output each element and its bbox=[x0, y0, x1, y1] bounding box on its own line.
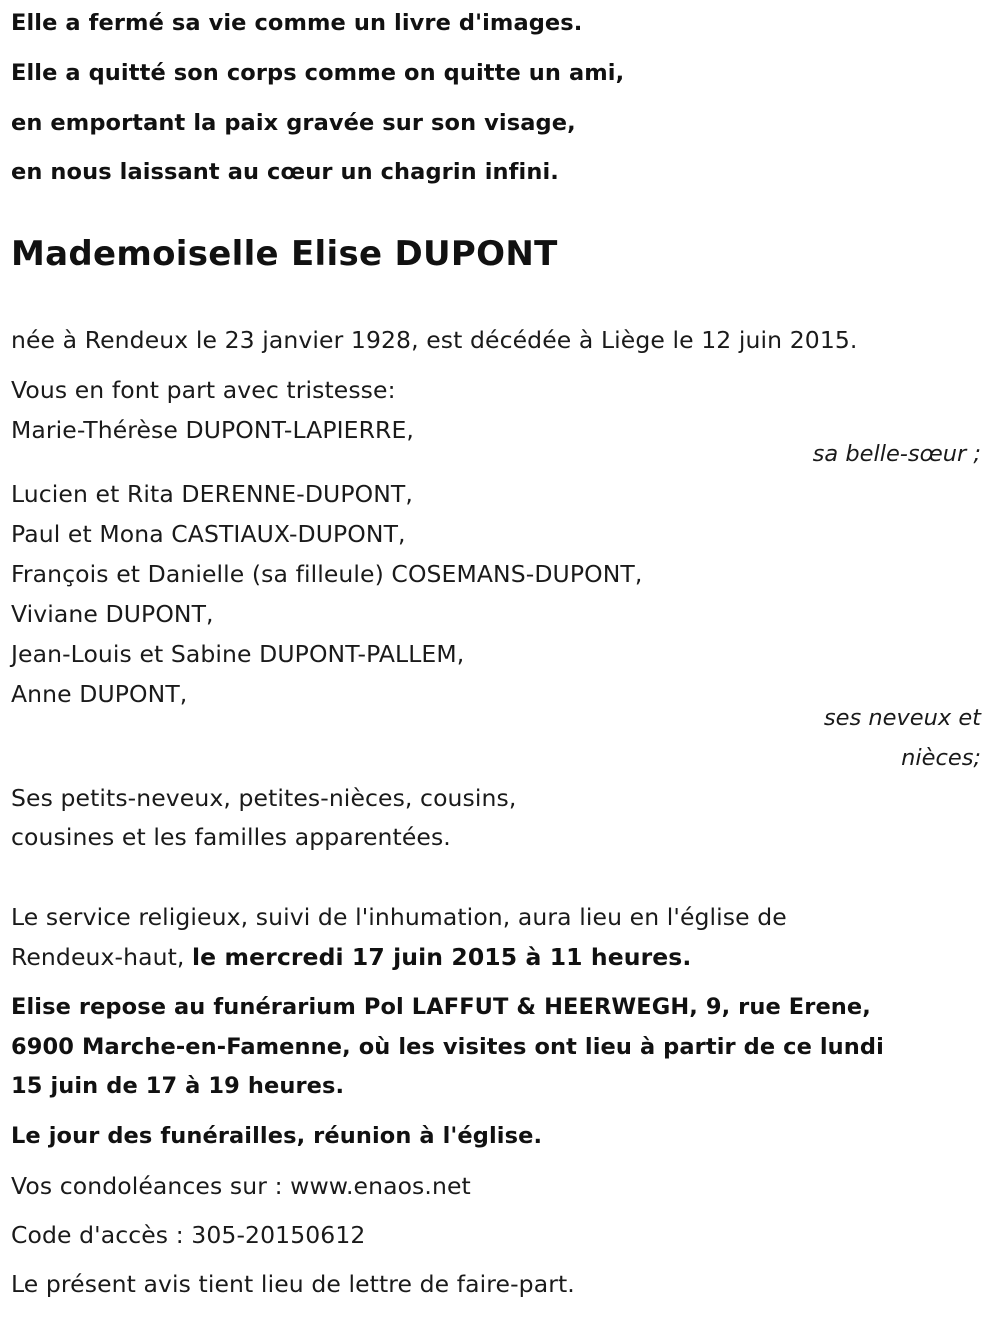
gathering-line: Le jour des funérailles, réunion à l'église. bbox=[11, 1123, 543, 1149]
announcement-intro: Vous en font part avec tristesse: bbox=[11, 376, 396, 404]
visitation-line-1: Elise repose au funérarium Pol LAFFUT & HEERWEGH, 9, rue Erene, bbox=[11, 994, 871, 1020]
poem-line-2: Elle a quitté son corps comme on quitte un ami, bbox=[11, 60, 625, 86]
birth-death-line: née à Rendeux le 23 janvier 1928, est décédée à Liège le 12 juin 2015. bbox=[11, 326, 858, 354]
service-line-2 bbox=[11, 943, 691, 971]
poem-line-4: en nous laissant au cœur un chagrin infini. bbox=[11, 159, 559, 185]
service-line-1: Le service religieux, suivi de l'inhumation, aura lieu en l'église de bbox=[11, 903, 787, 931]
extended-family-line-1: Ses petits-neveux, petites-nièces, cousins, bbox=[11, 784, 517, 812]
poem-line-3: en emportant la paix gravée sur son visage, bbox=[11, 110, 576, 136]
service-date: le mercredi 17 juin 2015 à 11 heures. bbox=[192, 943, 692, 971]
notice-line: Le présent avis tient lieu de lettre de faire-part. bbox=[11, 1270, 575, 1298]
service-place: Rendeux-haut, bbox=[11, 943, 193, 971]
nephew-line-1: Lucien et Rita DERENNE-DUPONT, bbox=[11, 480, 413, 508]
poem-line-1: Elle a fermé sa vie comme un livre d'images. bbox=[11, 10, 583, 36]
nephew-line-5: Jean-Louis et Sabine DUPONT-PALLEM, bbox=[11, 640, 465, 668]
condolences-line: Vos condoléances sur : www.enaos.net bbox=[11, 1172, 471, 1200]
nephew-line-6: Anne DUPONT, bbox=[11, 680, 188, 708]
sister-in-law-relation: sa belle-sœur ; bbox=[812, 441, 981, 467]
nephews-relation-line-2: nièces; bbox=[901, 745, 981, 771]
visitation-line-3: 15 juin de 17 à 19 heures. bbox=[11, 1073, 345, 1099]
deceased-name: Mademoiselle Elise DUPONT bbox=[11, 234, 558, 274]
visitation-line-2: 6900 Marche-en-Famenne, où les visites ont lieu à partir de ce lundi bbox=[11, 1034, 884, 1060]
nephew-line-2: Paul et Mona CASTIAUX-DUPONT, bbox=[11, 520, 406, 548]
sister-in-law-name: Marie-Thérèse DUPONT-LAPIERRE, bbox=[11, 416, 414, 444]
nephews-relation-line-1: ses neveux et bbox=[823, 705, 981, 731]
access-code-line: Code d'accès : 305-20150612 bbox=[11, 1221, 366, 1249]
nephew-line-3: François et Danielle (sa filleule) COSEMANS-DUPONT, bbox=[11, 560, 643, 588]
nephew-line-4: Viviane DUPONT, bbox=[11, 600, 214, 628]
obituary-notice bbox=[11, 0, 991, 1320]
extended-family-line-2: cousines et les familles apparentées. bbox=[11, 823, 451, 851]
